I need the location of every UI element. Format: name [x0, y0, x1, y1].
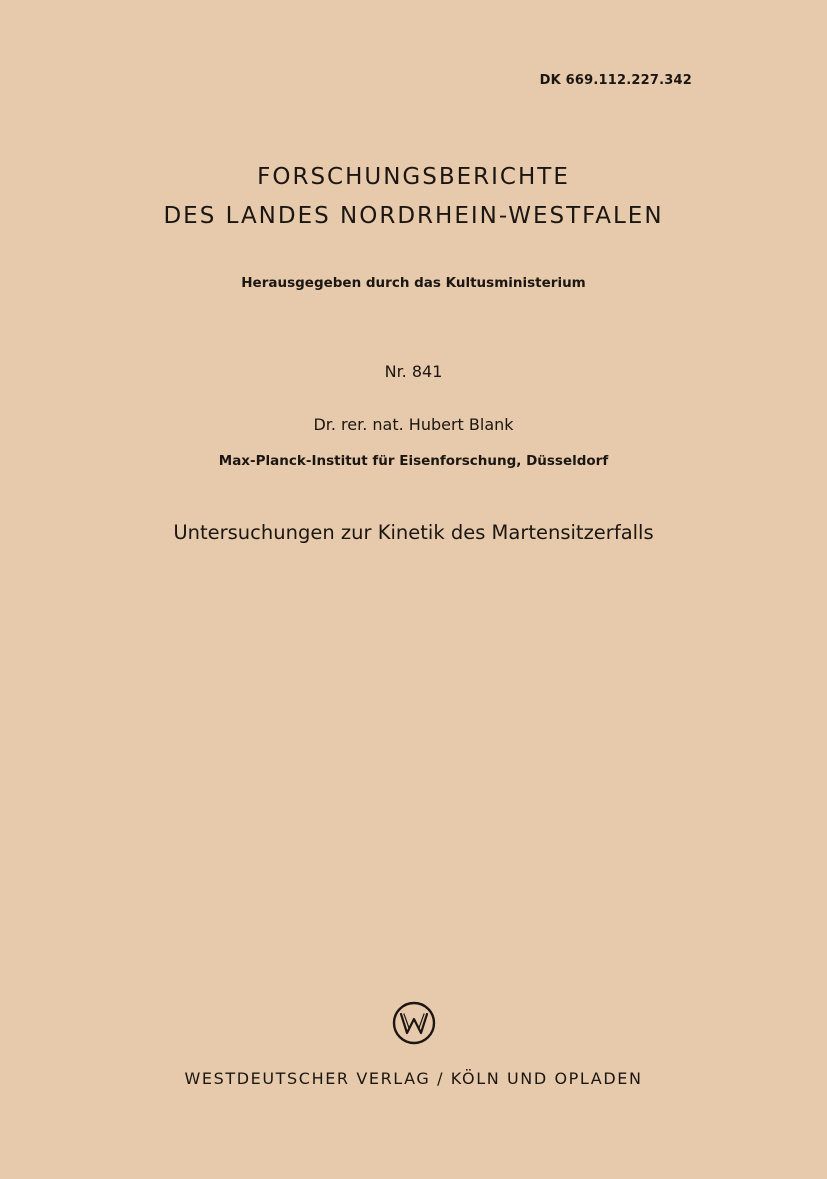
- author-name: Dr. rer. nat. Hubert Blank: [313, 415, 514, 434]
- editor-note: Herausgegeben durch das Kultusministerium: [241, 275, 586, 291]
- publisher-logo-icon: [392, 1001, 436, 1045]
- report-title: Untersuchungen zur Kinetik des Martensitzerfalls: [173, 521, 654, 544]
- series-title-line-1: FORSCHUNGSBERICHTE: [257, 164, 570, 190]
- publisher-imprint: WESTDEUTSCHER VERLAG / KÖLN UND OPLADEN: [184, 1069, 643, 1088]
- report-number: Nr. 841: [384, 362, 443, 381]
- series-title-line-2: DES LANDES NORDRHEIN-WESTFALEN: [163, 203, 664, 229]
- author-institute: Max-Planck-Institut für Eisenforschung, Düsseldorf: [218, 453, 609, 469]
- classification-number: DK 669.112.227.342: [539, 73, 692, 88]
